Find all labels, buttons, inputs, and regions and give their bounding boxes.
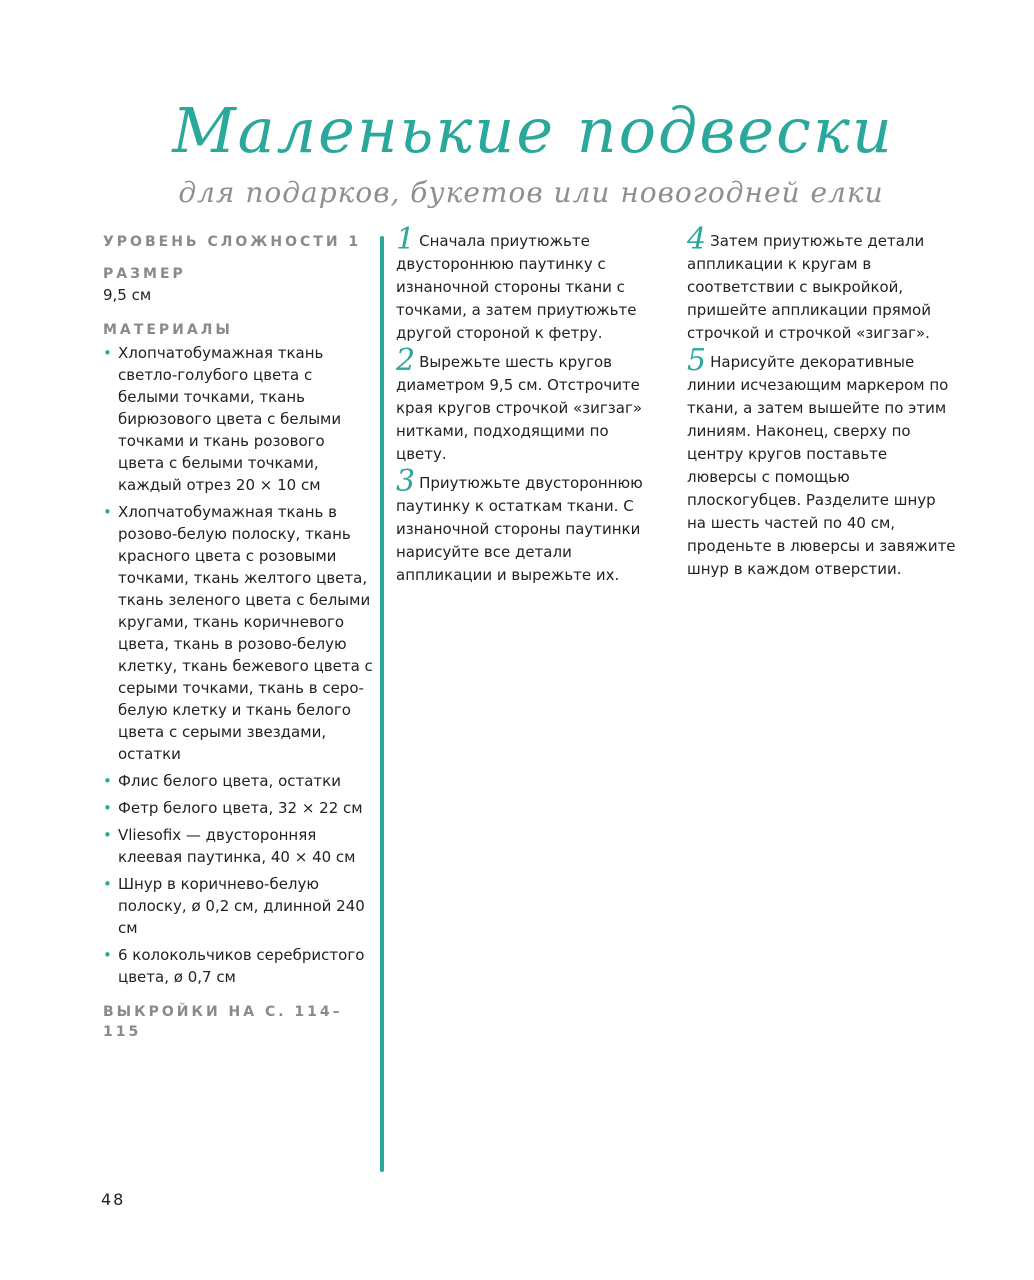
bullet-icon: • bbox=[103, 503, 112, 521]
patterns-heading: ВЫКРОЙКИ НА С. 114–115 bbox=[103, 1004, 343, 1040]
list-item bbox=[103, 873, 373, 939]
size-heading: РАЗМЕР bbox=[103, 266, 186, 282]
steps-column-1 bbox=[396, 222, 664, 593]
list-item bbox=[103, 797, 373, 819]
step-number: 3 bbox=[396, 464, 416, 499]
step-item bbox=[396, 222, 664, 345]
material-text: Хлопчатобумажная ткань в розово-белую полоску, ткань красного цвета с розовыми точками, ткань желтого цвета, ткань зеленого цвета с белыми кругами, ткань коричневого цвета, ткань в розово-белую клетку, ткань бежевого цвета с серыми точками, ткань в серо-белую клетку и ткань белого цвета с серыми звездами, остатки bbox=[118, 503, 373, 763]
material-text: 6 колокольчиков серебристого цвета, ø 0,7 см bbox=[118, 946, 365, 986]
material-text: Флис белого цвета, остатки bbox=[118, 772, 341, 790]
step-number: 1 bbox=[396, 222, 416, 257]
material-text: Шнур в коричнево-белую полоску, ø 0,2 см, длинной 240 см bbox=[118, 875, 365, 937]
page-subtitle: для подарков, букетов или новогодней елки bbox=[178, 176, 884, 209]
bullet-icon: • bbox=[103, 799, 112, 817]
bullet-icon: • bbox=[103, 772, 112, 790]
list-item bbox=[103, 501, 373, 765]
list-item bbox=[103, 944, 373, 988]
materials-heading: МАТЕРИАЛЫ bbox=[103, 322, 233, 338]
material-text: Фетр белого цвета, 32 × 22 см bbox=[118, 799, 363, 817]
column-divider bbox=[380, 236, 384, 1172]
steps-column-2 bbox=[687, 222, 959, 587]
list-item bbox=[103, 342, 373, 496]
material-text: Хлопчатобумажная ткань светло-голубого цвета с белыми точками, ткань бирюзового цвета с белыми точками и ткань розового цвета с белыми точками, каждый отрез 20 × 10 см bbox=[118, 344, 342, 494]
materials-column bbox=[103, 232, 373, 1042]
step-number: 5 bbox=[687, 343, 707, 378]
materials-list bbox=[103, 342, 373, 988]
bullet-icon: • bbox=[103, 826, 112, 844]
step-text: Вырежьте шесть кругов диаметром 9,5 см. Отстрочите края кругов строчкой «зигзаг» нитками, подходящими по цвету. bbox=[396, 353, 642, 463]
step-text: Приутюжьте двустороннюю паутинку к остаткам ткани. С изнаночной стороны паутинки нарисуйте все детали аппликации и вырежьте их. bbox=[396, 474, 643, 584]
page-title: Маленькие подвески bbox=[172, 94, 894, 167]
difficulty-heading: УРОВЕНЬ СЛОЖНОСТИ 1 bbox=[103, 234, 362, 250]
size-value: 9,5 см bbox=[103, 286, 152, 304]
step-item bbox=[396, 343, 664, 466]
list-item bbox=[103, 824, 373, 868]
step-item bbox=[687, 343, 959, 581]
material-text: Vliesofix — двусторонняя клеевая паутинка, 40 × 40 см bbox=[118, 826, 356, 866]
step-text: Нарисуйте декоративные линии исчезающим маркером по ткани, а затем вышейте по этим линиям. Наконец, сверху по центру кругов поставьте люверсы с помощью плоскогубцев. Разделите шнур на шесть частей по 40 см, проденьте в люверсы и завяжите шнур в каждом отверстии. bbox=[687, 353, 956, 578]
bullet-icon: • bbox=[103, 875, 112, 893]
step-number: 4 bbox=[687, 222, 707, 257]
bullet-icon: • bbox=[103, 946, 112, 964]
step-number: 2 bbox=[396, 343, 416, 378]
step-text: Сначала приутюжьте двустороннюю паутинку с изнаночной стороны ткани с точками, а затем приутюжьте другой стороной к фетру. bbox=[396, 232, 637, 342]
page-number: 48 bbox=[101, 1190, 126, 1209]
step-item bbox=[687, 222, 959, 345]
step-item bbox=[396, 464, 664, 587]
step-text: Затем приутюжьте детали аппликации к кругам в соответствии с выкройкой, пришейте аппликации прямой строчкой и строчкой «зигзаг». bbox=[687, 232, 931, 342]
bullet-icon: • bbox=[103, 344, 112, 362]
list-item bbox=[103, 770, 373, 792]
